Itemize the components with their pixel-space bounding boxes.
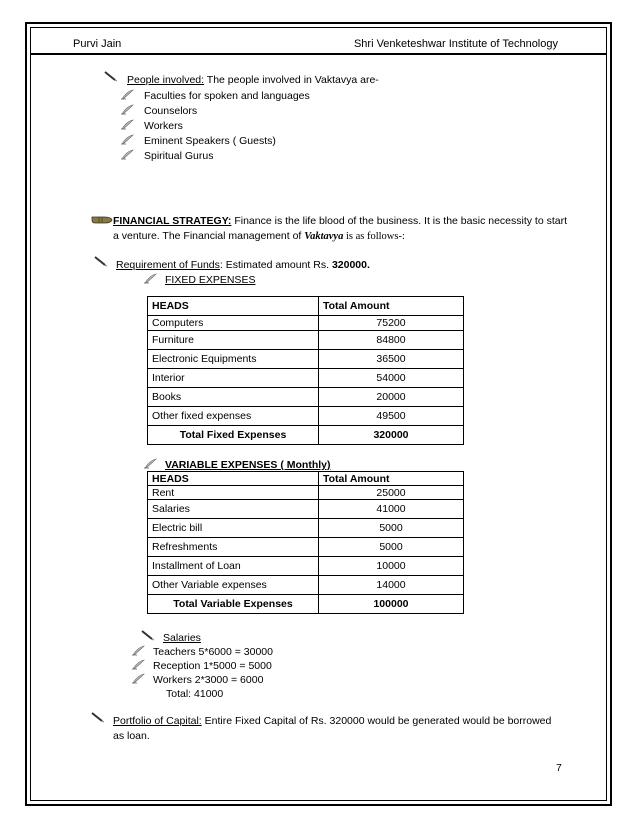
table-row xyxy=(148,557,464,576)
table-cell: Electric bill xyxy=(148,519,319,538)
pen-bullet-icon xyxy=(104,71,118,82)
table-cell: 84800 xyxy=(319,331,464,350)
table-row xyxy=(148,407,464,426)
table-row xyxy=(148,331,464,350)
table-cell: 5000 xyxy=(319,519,464,538)
fixed-expenses-heading: FIXED EXPENSES xyxy=(165,274,256,286)
table-cell: Other fixed expenses xyxy=(148,407,319,426)
financial-strategy-text: Finance is the life blood of the business. It is the basic necessity to start xyxy=(231,215,568,227)
quill-bullet-icon xyxy=(120,119,134,130)
variable-expenses-heading: VARIABLE EXPENSES ( Monthly) xyxy=(165,459,331,471)
financial-line2-end: is as follows-: xyxy=(343,231,405,242)
table-total-row xyxy=(148,595,464,614)
people-item: Workers xyxy=(144,120,183,132)
header-rule xyxy=(30,53,607,55)
requirement-label: Requirement of Funds xyxy=(116,259,220,271)
financial-strategy-line1 xyxy=(113,215,567,228)
table-cell: Other Variable expenses xyxy=(148,576,319,595)
total-value-cell: 320000 xyxy=(319,426,464,445)
quill-bullet-icon xyxy=(143,273,157,284)
pen-bullet-icon xyxy=(94,256,108,267)
table-cell: 41000 xyxy=(319,500,464,519)
table-cell: 5000 xyxy=(319,538,464,557)
table-header-row xyxy=(148,472,464,486)
table-cell: 54000 xyxy=(319,369,464,388)
people-item: Faculties for spoken and languages xyxy=(144,90,310,102)
heads-column-header: HEADS xyxy=(148,297,319,316)
salaries-heading: Salaries xyxy=(163,632,201,644)
table-header-row xyxy=(148,297,464,316)
financial-vaktavya: Vaktavya xyxy=(304,231,344,242)
quill-bullet-icon xyxy=(131,645,145,656)
quill-bullet-icon xyxy=(131,673,145,684)
amount-column-header: Total Amount xyxy=(319,297,464,316)
requirement-text: : Estimated amount Rs. xyxy=(219,259,332,271)
portfolio-line2: as loan. xyxy=(113,730,150,742)
header-institute: Shri Venketeshwar Institute of Technology xyxy=(353,38,558,50)
people-item: Eminent Speakers ( Guests) xyxy=(144,135,276,147)
pen-bullet-icon xyxy=(91,712,105,723)
table-cell: 20000 xyxy=(319,388,464,407)
table-cell: 14000 xyxy=(319,576,464,595)
hand-pointer-icon xyxy=(91,213,113,225)
portfolio-label: Portfolio of Capital: xyxy=(113,715,202,727)
requirement-amount: 320000. xyxy=(331,259,370,271)
table-cell: 75200 xyxy=(319,316,464,331)
variable-expenses-table xyxy=(147,471,464,614)
salary-item: Workers 2*3000 = 6000 xyxy=(153,674,264,686)
table-cell: 49500 xyxy=(319,407,464,426)
table-cell: Electronic Equipments xyxy=(148,350,319,369)
table-cell: 10000 xyxy=(319,557,464,576)
total-value-cell: 100000 xyxy=(319,595,464,614)
table-cell: Rent xyxy=(148,486,319,500)
people-involved-text: The people involved in Vaktavya are- xyxy=(204,74,379,86)
portfolio-line1 xyxy=(113,715,551,728)
table-cell: 25000 xyxy=(319,486,464,500)
table-row xyxy=(148,369,464,388)
requirement-line xyxy=(116,259,370,272)
people-involved-line xyxy=(127,74,379,87)
salary-item: Reception 1*5000 = 5000 xyxy=(153,660,272,672)
salary-item: Teachers 5*6000 = 30000 xyxy=(153,646,273,658)
table-row xyxy=(148,350,464,369)
amount-column-header: Total Amount xyxy=(319,472,464,486)
financial-strategy-line2 xyxy=(113,230,405,243)
table-cell: Furniture xyxy=(148,331,319,350)
financial-strategy-label: FINANCIAL STRATEGY: xyxy=(113,215,232,227)
table-cell: Interior xyxy=(148,369,319,388)
quill-bullet-icon xyxy=(120,134,134,145)
heads-column-header: HEADS xyxy=(148,472,319,486)
quill-bullet-icon xyxy=(143,458,157,469)
quill-bullet-icon xyxy=(120,89,134,100)
people-item: Spiritual Gurus xyxy=(144,150,214,162)
salaries-total: Total: 41000 xyxy=(166,688,224,700)
table-cell: Installment of Loan xyxy=(148,557,319,576)
table-row xyxy=(148,519,464,538)
table-cell: Computers xyxy=(148,316,319,331)
table-row xyxy=(148,316,464,331)
quill-bullet-icon xyxy=(131,659,145,670)
page-number: 7 xyxy=(556,762,562,774)
table-row xyxy=(148,486,464,500)
quill-bullet-icon xyxy=(120,104,134,115)
total-label-cell: Total Variable Expenses xyxy=(148,595,319,614)
table-cell: Refreshments xyxy=(148,538,319,557)
header-author: Purvi Jain xyxy=(73,38,122,50)
table-row xyxy=(148,538,464,557)
table-row xyxy=(148,500,464,519)
fixed-expenses-table xyxy=(147,296,464,445)
table-row xyxy=(148,576,464,595)
quill-bullet-icon xyxy=(120,149,134,160)
portfolio-text: Entire Fixed Capital of Rs. 320000 would be generated would be borrowed xyxy=(201,715,552,727)
financial-line2-text: a venture. The Financial management of xyxy=(113,230,305,242)
table-cell: Books xyxy=(148,388,319,407)
table-cell: 36500 xyxy=(319,350,464,369)
table-row xyxy=(148,388,464,407)
people-involved-label: People involved: xyxy=(127,74,205,86)
table-cell: Salaries xyxy=(148,500,319,519)
people-item: Counselors xyxy=(144,105,198,117)
total-label-cell: Total Fixed Expenses xyxy=(148,426,319,445)
table-total-row xyxy=(148,426,464,445)
pen-bullet-icon xyxy=(141,630,155,641)
